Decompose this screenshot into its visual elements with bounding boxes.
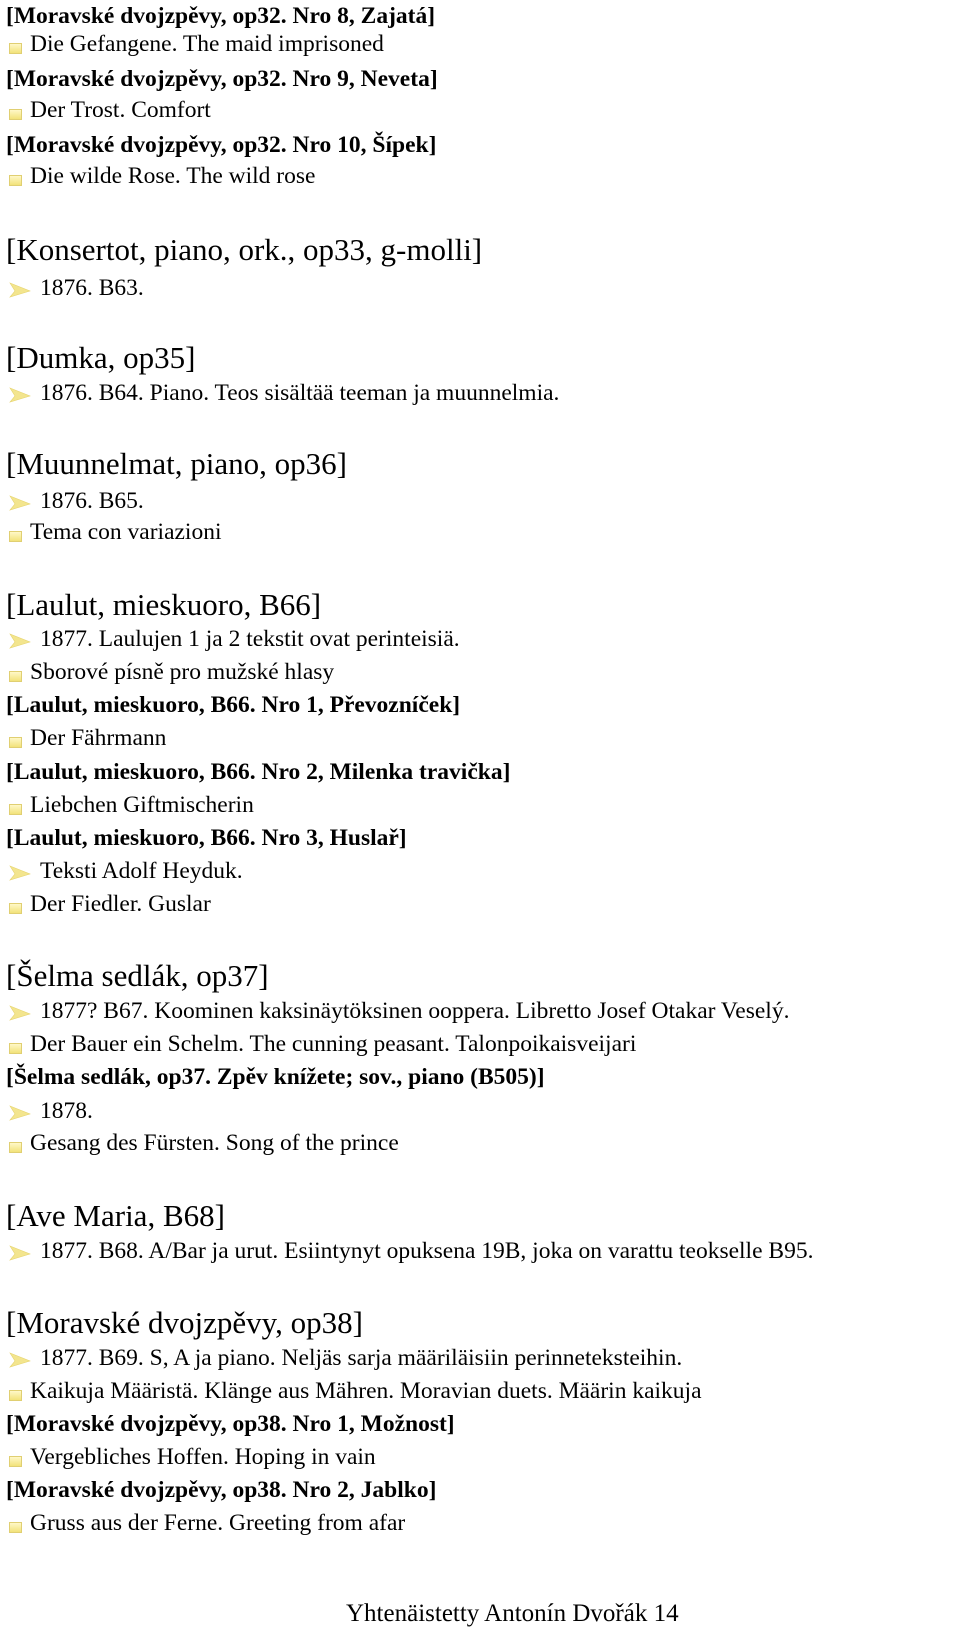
entry-line xyxy=(6,165,315,189)
square-bullet-icon xyxy=(9,175,22,186)
line-text: 1877. B68. A/Bar ja urut. Esiintynyt opuksena 19B, joka on varattu teokselle B95. xyxy=(40,1238,814,1264)
line-text: 1877. Laulujen 1 ja 2 tekstit ovat perinteisiä. xyxy=(40,626,460,652)
page-footer: Yhtenäistetty Antonín Dvořák 14 xyxy=(346,1600,679,1627)
entry-line xyxy=(6,490,144,514)
line-text: Gruss aus der Ferne. Greeting from afar xyxy=(30,1510,406,1536)
line-text: [Konsertot, piano, ork., op33, g-molli] xyxy=(6,232,483,267)
line-text: 1876. B64. Piano. Teos sisältää teeman ja muunnelmia. xyxy=(40,380,560,406)
entry-line xyxy=(6,1512,405,1536)
entry-line xyxy=(6,1446,376,1470)
line-text: 1876. B63. xyxy=(40,275,144,301)
square-bullet-icon xyxy=(9,737,22,748)
square-bullet-icon xyxy=(9,43,22,54)
entry-line xyxy=(6,33,384,57)
square-bullet-icon xyxy=(9,671,22,682)
part-heading xyxy=(6,761,510,785)
square-bullet-icon xyxy=(9,804,22,815)
line-text: 1877. B69. S, A ja piano. Neljäs sarja määriläisiin perinneteksteihin. xyxy=(40,1345,683,1371)
work-heading xyxy=(6,448,347,479)
part-heading xyxy=(6,827,407,851)
entry-line xyxy=(6,1132,399,1156)
line-text: [Muunnelmat, piano, op36] xyxy=(6,446,347,481)
line-text: [Laulut, mieskuoro, B66] xyxy=(6,587,322,622)
square-bullet-icon xyxy=(9,1390,22,1401)
line-text: 1878. xyxy=(40,1098,93,1124)
line-text: [Moravské dvojzpěvy, op32. Nro 9, Neveta] xyxy=(6,66,438,92)
line-text: [Moravské dvojzpěvy, op38. Nro 2, Jablko] xyxy=(6,1477,437,1503)
part-heading xyxy=(6,68,438,92)
line-text: Sborové písně pro mužské hlasy xyxy=(30,659,335,685)
line-text: [Dumka, op35] xyxy=(6,340,196,375)
square-bullet-icon xyxy=(9,531,22,542)
arrow-bullet-icon xyxy=(8,493,32,511)
line-text: Kaikuja Määristä. Klänge aus Mähren. Moravian duets. Määrin kaikuja xyxy=(30,1378,702,1404)
entry-line xyxy=(6,893,211,917)
entry-line xyxy=(6,1380,702,1404)
line-text: Gesang des Fürsten. Song of the prince xyxy=(30,1130,399,1156)
line-text: 1876. B65. xyxy=(40,488,144,514)
entry-line xyxy=(6,1240,813,1264)
square-bullet-icon xyxy=(9,903,22,914)
line-text: Vergebliches Hoffen. Hoping in vain xyxy=(30,1444,376,1470)
line-text: Der Bauer ein Schelm. The cunning peasant. Talonpoikaisveijari xyxy=(30,1031,637,1057)
entry-line xyxy=(6,727,166,751)
entry-line xyxy=(6,860,243,884)
entry-line xyxy=(6,661,334,685)
part-heading xyxy=(6,134,436,158)
entry-line xyxy=(6,1000,789,1024)
line-text: [Moravské dvojzpěvy, op38. Nro 1, Možnost] xyxy=(6,1411,455,1437)
line-text: Teksti Adolf Heyduk. xyxy=(40,858,243,884)
square-bullet-icon xyxy=(9,109,22,120)
part-heading xyxy=(6,1413,455,1437)
arrow-bullet-icon xyxy=(8,385,32,403)
entry-line xyxy=(6,1100,93,1124)
work-heading xyxy=(6,1307,363,1338)
line-text: [Šelma sedlák, op37] xyxy=(6,958,269,993)
arrow-bullet-icon xyxy=(8,863,32,881)
line-text: Der Fährmann xyxy=(30,725,167,751)
entry-line xyxy=(6,628,460,652)
entry-line xyxy=(6,794,254,818)
line-text: Der Trost. Comfort xyxy=(30,97,211,123)
line-text: [Laulut, mieskuoro, B66. Nro 3, Huslař] xyxy=(6,825,407,851)
line-text: [Šelma sedlák, op37. Zpěv knížete; sov., piano (B505)] xyxy=(6,1064,545,1090)
square-bullet-icon xyxy=(9,1043,22,1054)
line-text: [Moravské dvojzpěvy, op38] xyxy=(6,1305,363,1340)
entry-line xyxy=(6,1347,682,1371)
work-heading xyxy=(6,234,482,265)
entry-line xyxy=(6,99,211,123)
work-heading xyxy=(6,960,269,991)
arrow-bullet-icon xyxy=(8,631,32,649)
line-text: [Moravské dvojzpěvy, op32. Nro 10, Šípek] xyxy=(6,132,437,158)
line-text: Die Gefangene. The maid imprisoned xyxy=(30,31,384,57)
arrow-bullet-icon xyxy=(8,1103,32,1121)
work-heading xyxy=(6,342,195,373)
line-text: [Laulut, mieskuoro, B66. Nro 1, Převozníček] xyxy=(6,692,461,718)
work-heading xyxy=(6,1200,225,1231)
line-text: Die wilde Rose. The wild rose xyxy=(30,163,316,189)
square-bullet-icon xyxy=(9,1142,22,1153)
entry-line xyxy=(6,1033,636,1057)
square-bullet-icon xyxy=(9,1522,22,1533)
part-heading xyxy=(6,694,460,718)
line-text: [Ave Maria, B68] xyxy=(6,1198,225,1233)
line-text: Liebchen Giftmischerin xyxy=(30,792,254,818)
part-heading xyxy=(6,5,435,29)
work-heading xyxy=(6,589,321,620)
arrow-bullet-icon xyxy=(8,1243,32,1261)
entry-line xyxy=(6,277,144,301)
line-text: Der Fiedler. Guslar xyxy=(30,891,211,917)
line-text: 1877? B67. Koominen kaksinäytöksinen ooppera. Libretto Josef Otakar Veselý. xyxy=(40,998,790,1024)
part-heading xyxy=(6,1479,436,1503)
line-text: Tema con variazioni xyxy=(30,519,222,545)
arrow-bullet-icon xyxy=(8,280,32,298)
line-text: [Laulut, mieskuoro, B66. Nro 2, Milenka travička] xyxy=(6,759,511,785)
part-heading xyxy=(6,1066,545,1090)
arrow-bullet-icon xyxy=(8,1003,32,1021)
entry-line xyxy=(6,521,222,545)
square-bullet-icon xyxy=(9,1456,22,1467)
arrow-bullet-icon xyxy=(8,1350,32,1368)
entry-line xyxy=(6,382,559,406)
line-text: [Moravské dvojzpěvy, op32. Nro 8, Zajatá] xyxy=(6,3,436,29)
